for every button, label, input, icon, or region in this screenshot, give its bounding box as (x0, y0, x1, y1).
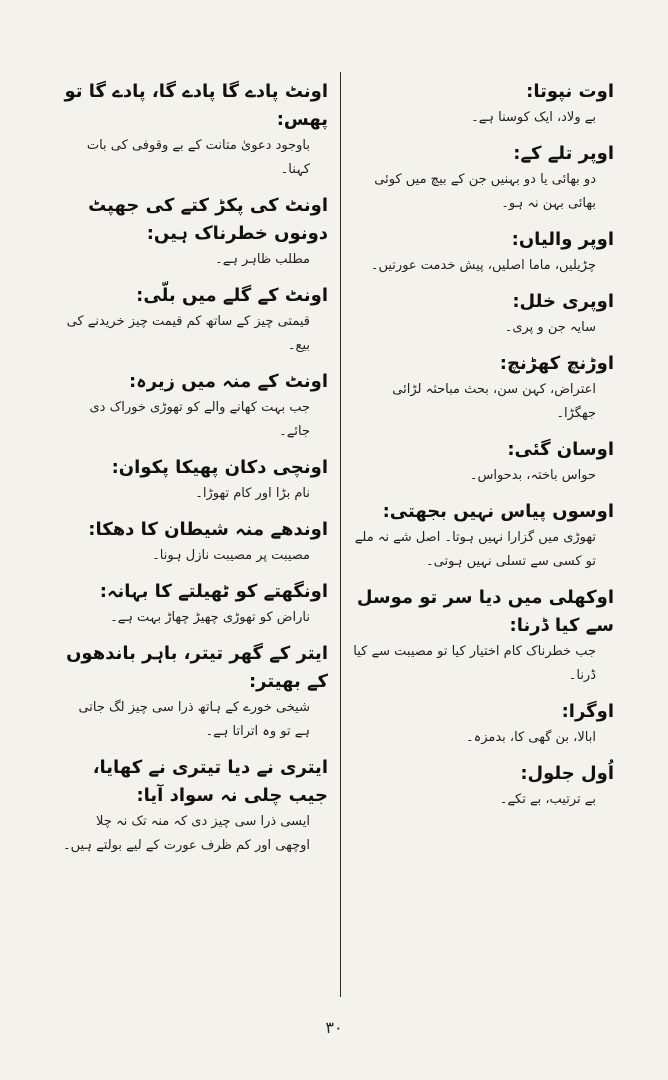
entry-meaning: حواس باختہ، بدحواس۔ (469, 468, 596, 483)
entry (60, 454, 328, 506)
entry (60, 754, 328, 858)
entry-term: اوپر والیاں: (511, 229, 614, 250)
entry-meaning: باوجود دعویٰ متانت کے بے وقوفی کی بات کہنا۔ (86, 138, 310, 177)
entry (60, 282, 328, 358)
entry-meaning: اعتراض، کہن سن، بحث مباحثہ لڑائی جھگڑا۔ (392, 382, 596, 421)
entry-term: اوت نپوتا: (526, 81, 614, 102)
entry-meaning: ابالا، بن گھی کا، بدمزہ۔ (465, 730, 596, 745)
entry-meaning: جب بہت کھانے والے کو تھوڑی خوراک دی جائے۔ (89, 400, 310, 439)
entry-term: اوگرا: (561, 701, 614, 722)
entry (352, 140, 614, 216)
entry-meaning: ایسی ذرا سی چیز دی کہ منہ تک نہ چلا اوچھی اور کم ظرف عورت کے لیے بولتے ہیں۔ (63, 814, 310, 853)
entry (60, 516, 328, 568)
entry-term: اونٹ کے منہ میں زیرہ: (128, 371, 328, 392)
entry-term: اوڑنچ کھڑنچ: (499, 353, 614, 374)
entry-term: اوندھے منہ شیطان کا دھکا: (88, 519, 328, 540)
entry-meaning: چڑیلیں، ماما اصلیں، پیش خدمت عورتیں۔ (370, 258, 596, 273)
entry (352, 350, 614, 426)
entry (352, 760, 614, 812)
entry (60, 192, 328, 272)
entry-meaning: قیمتی چیز کے ساتھ کم قیمت چیز خریدنے کی بیع۔ (66, 314, 310, 353)
entry-term: ایتر کے گھر تیتر، باہر باندھوں کے بھیتر: (66, 643, 328, 692)
entry-meaning: دو بھائی یا دو بہنیں جن کے بیچ میں کوئی بھائی بہن نہ ہو۔ (374, 172, 596, 211)
entry (352, 78, 614, 130)
entry-meaning: مطلب ظاہر ہے۔ (215, 252, 310, 267)
entry (352, 698, 614, 750)
entry-term: اوپر تلے کے: (513, 143, 614, 164)
entry-term: اوپری خلل: (512, 291, 614, 312)
entry-meaning: سایہ جن و پری۔ (504, 320, 596, 335)
entry-term: اوکھلی میں دیا سر تو موسل سے کیا ڈرنا: (356, 587, 614, 636)
page-number: ۳۰ (325, 1018, 343, 1037)
entry-term: اوسوں پیاس نہیں بجھتی: (382, 501, 614, 522)
right-column (352, 78, 614, 822)
entry-meaning: ناراض کو تھوڑی چھیڑ چھاڑ بہت ہے۔ (110, 610, 310, 625)
entry-meaning: بے ولاد، ایک کوسنا ہے۔ (471, 110, 596, 125)
entry-term: اونٹ کے گلے میں بلّی: (136, 285, 328, 306)
entry-meaning: نام بڑا اور کام تھوڑا۔ (195, 486, 310, 501)
entry-term: اونچی دکان پھیکا پکوان: (111, 457, 328, 478)
entry-term: اونٹ کی پکڑ کتے کی جھپٹ دونوں خطرناک ہیں: (88, 195, 328, 244)
entry (60, 78, 328, 182)
column-divider (340, 72, 341, 997)
entry-term: اُول جلول: (520, 763, 614, 784)
entry-meaning: شیخی خورے کے ہاتھ ذرا سی چیز لگ جاتی ہے تو وہ اتراتا ہے۔ (78, 700, 310, 739)
entry-term: ایتری نے دیا تیتری نے کھایا، جیب چلی نہ سواد آیا: (92, 757, 328, 806)
entry-term: اونگھتے کو ٹھیلتے کا بہانہ: (99, 581, 328, 602)
entry-meaning: مصیبت پر مصیبت نازل ہونا۔ (152, 548, 310, 563)
entry-meaning: بے ترتیب، بے تکے۔ (499, 792, 596, 807)
entry-meaning: جب خطرناک کام اختیار کیا تو مصیبت سے کیا ڈرنا۔ (353, 644, 596, 683)
entry (352, 498, 614, 574)
entry (352, 226, 614, 278)
entry-term: اوسان گئی: (507, 439, 614, 460)
entry (352, 288, 614, 340)
left-column (60, 78, 328, 868)
entry (60, 578, 328, 630)
entry (352, 584, 614, 688)
entry-term: اونٹ پادے گا پادے گا، پادے گا تو پھس: (64, 81, 328, 130)
entry (352, 436, 614, 488)
entry (60, 368, 328, 444)
entry (60, 640, 328, 744)
entry-meaning: تھوڑی میں گزارا نہیں ہوتا۔ اصل شے نہ ملے تو کسی سے تسلی نہیں ہوتی۔ (354, 530, 596, 569)
